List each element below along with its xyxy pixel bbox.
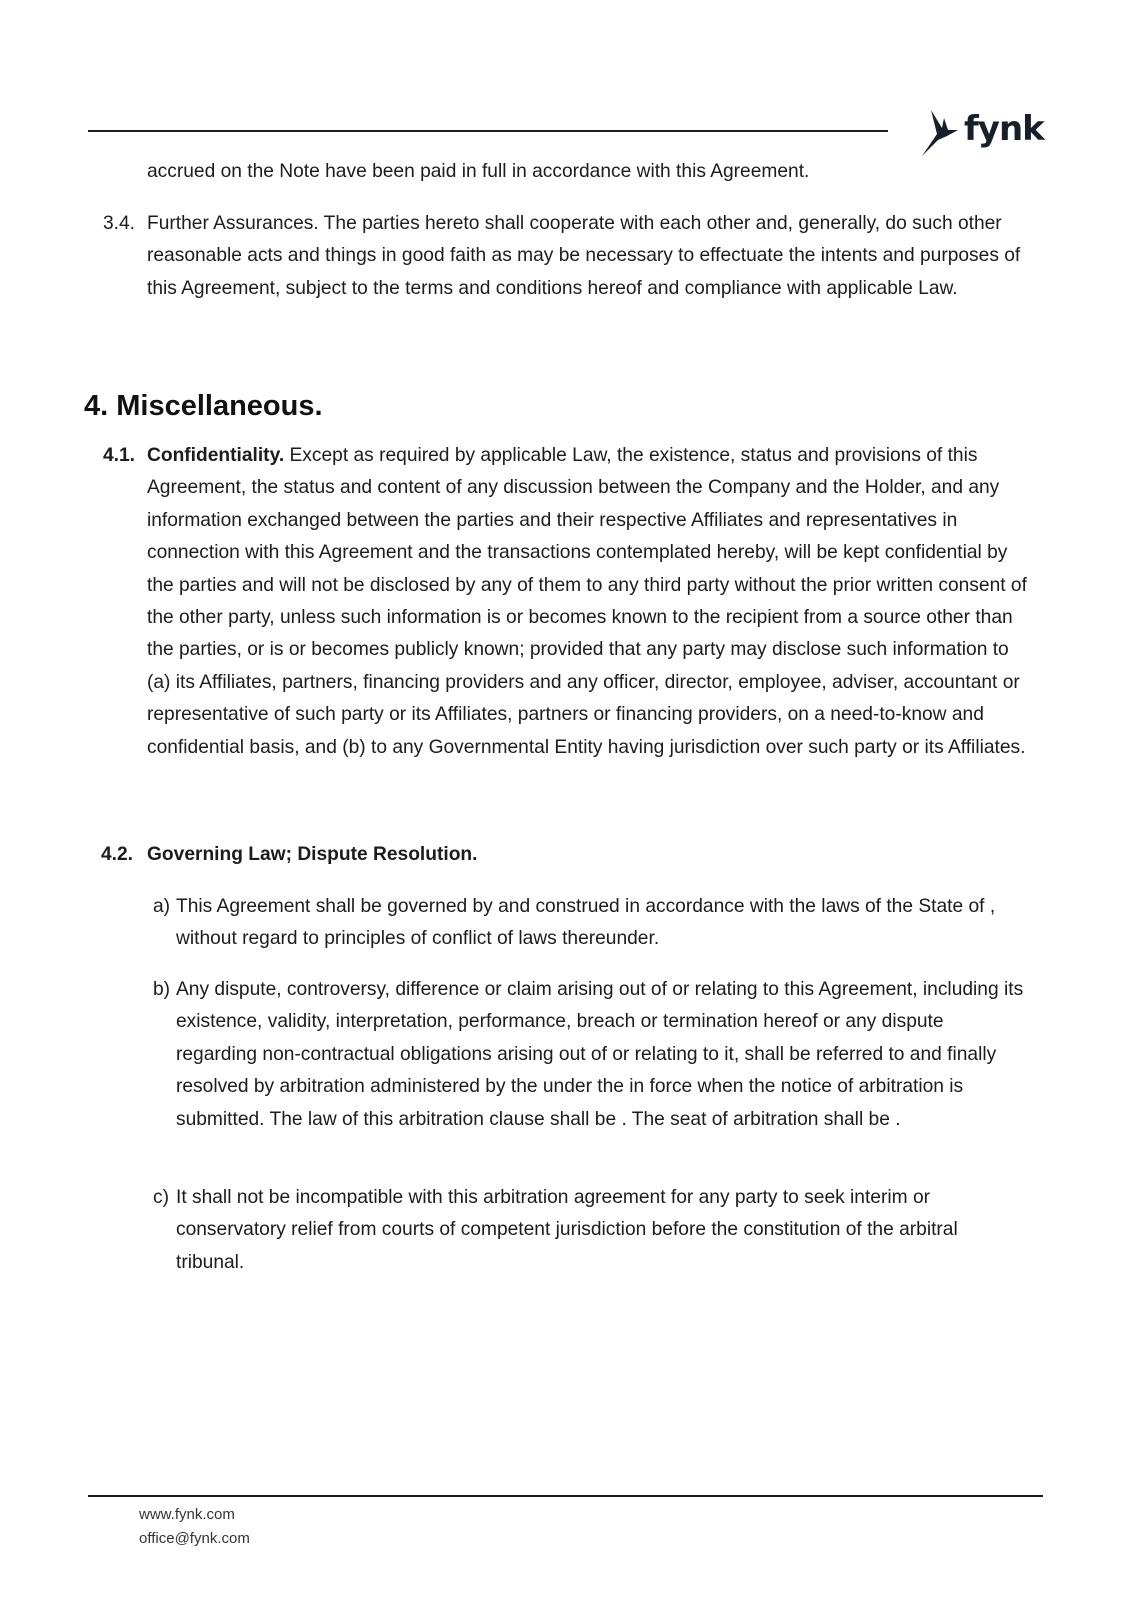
section-4-2-title: Governing Law; Dispute Resolution. (147, 844, 478, 865)
footer-divider (88, 1495, 1043, 1497)
section-4-1-paragraph (147, 440, 1027, 764)
clause-a-text: This Agreement shall be governed by and construed in accordance with the laws of the State of , without regard to principles of conflict of laws thereunder. (176, 896, 996, 950)
header-divider (88, 130, 888, 132)
brand-name: fynk (964, 109, 1044, 149)
section-4-1-text: Except as required by applicable Law, the existence, status and provisions of this Agreement, the status and content of any discussion between the Company and the Holder, and any information exchanged between the parties and their respective Affiliates and representatives in connection with this Agreement and the transactions contemplated hereby, will be kept confidential by the parties and will not be disclosed by any of them to any third party without the prior written consent of the other party, unless such information is or becomes known to the recipient from a source other than the parties, or is or becomes publicly known; provided that any party may disclose such information to (a) its Affiliates, partners, financing providers and any officer, director, employee, adviser, accountant or representative of such party or its Affiliates, partners or financing providers, on a need-to-know and confidential basis, and (b) to any Governmental Entity having jurisdiction over such party or its Affiliates. (147, 445, 1027, 758)
clause-b-text: Any dispute, controversy, difference or claim arising out of or relating to this Agreement, including its existence, validity, interpretation, performance, breach or termination hereof or any dispute regarding non-contractual obligations arising out of or relating to it, shall be referred to and finally resolved by arbitration administered by the under the in force when the notice of arbitration is submitted. The law of this arbitration clause shall be . The seat of arbitration shall be . (176, 979, 1024, 1130)
section-3-4-text: Further Assurances. The parties hereto shall cooperate with each other and, generally, do such other reasonable acts and things in good faith as may be necessary to effectuate the intents and purposes of this Agreement, subject to the terms and conditions hereof and compliance with applicable Law. (147, 213, 1021, 299)
fynk-bird-icon (920, 106, 960, 158)
footer-email-link[interactable]: office@fynk.com (139, 1530, 250, 1547)
section-4-heading: 4. Miscellaneous. (84, 390, 323, 422)
section-4-2-number: 4.2. (101, 844, 134, 865)
footer-website-link[interactable]: www.fynk.com (139, 1506, 235, 1523)
section-4-1-number: 4.1. (103, 445, 136, 466)
clause-b-label: b) (153, 979, 171, 1000)
clause-c-text: It shall not be incompatible with this arbitration agreement for any party to seek interim or conservatory relief from courts of competent jurisdiction before the constitution of the arbitral tribunal. (176, 1187, 958, 1273)
section-3-4-number: 3.4. (103, 213, 136, 234)
section-4-1-title: Confidentiality. (147, 445, 285, 466)
continuation-paragraph: accrued on the Note have been paid in full in accordance with this Agreement. (147, 161, 810, 182)
clause-c-label: c) (153, 1187, 169, 1208)
clause-a-label: a) (153, 896, 171, 917)
brand-logo (920, 104, 1044, 160)
